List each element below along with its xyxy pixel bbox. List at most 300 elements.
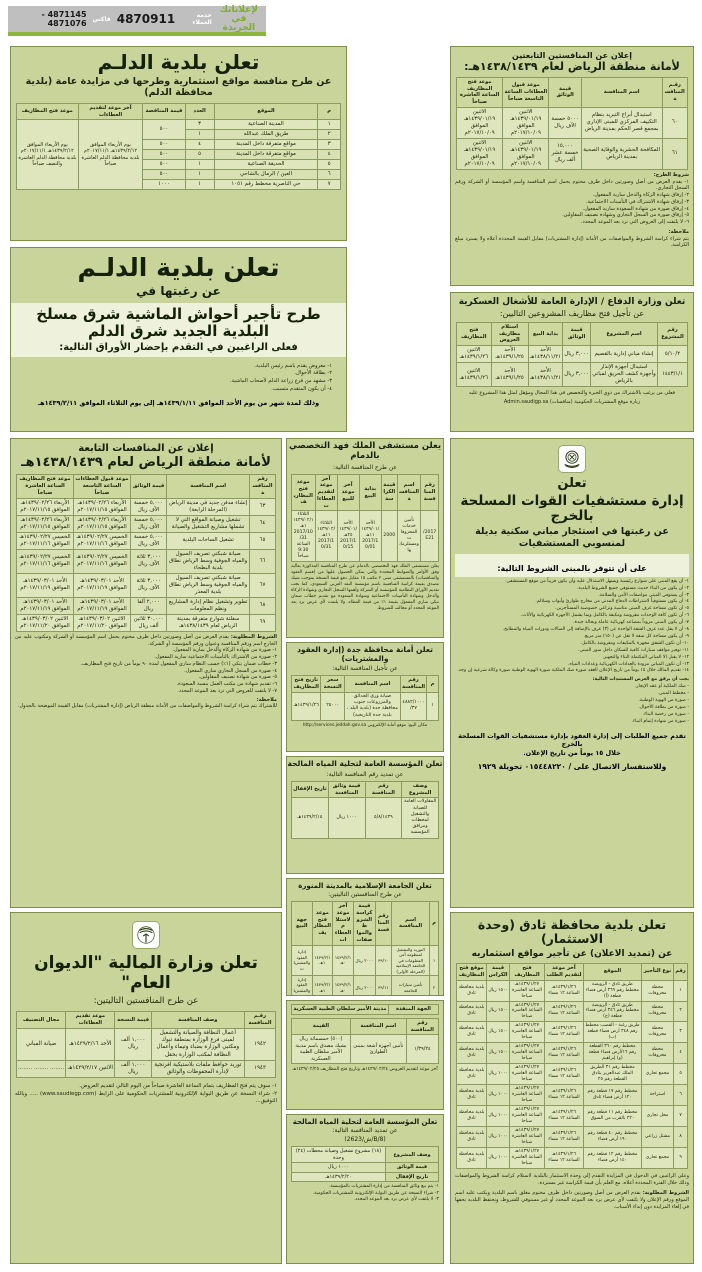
col-tender-no: رقـم المنافسة: [662, 77, 687, 107]
cell-site: طريق رغبة - القصب مخطط رقم ٣٤٨ أرض فضاء قطعة (ب): [584, 1022, 642, 1043]
condition-item: ٤- إرفاق صورة من شهادة السعودة سارية المفعول.: [582, 205, 689, 212]
col-booklet-value: قيمة الكراسة: [381, 474, 397, 511]
table-row: [17, 549, 276, 573]
table-row: [457, 1022, 688, 1043]
ad-riyadh-list-conditions: [11, 632, 281, 712]
cell-site: مخطط رقم ١٧ قطعة رقم ١٢٠ أرض فضاء ثادق: [584, 1085, 642, 1106]
table-row: [292, 511, 439, 562]
cell-site: مخطط رقم ١١ قطعة رقم ٢٢٠ بالقرب من السوق: [584, 1106, 642, 1127]
cell-doc-value: ٣,٠٠٠ ريال: [563, 363, 591, 387]
cell-value: ٥٠٠: [143, 150, 185, 160]
ad-dalam-auction: [10, 46, 347, 241]
table-row: [457, 138, 688, 169]
ad-defense-note-1: فعلى من يرغب بالاشتراك من ذوي الخبرة والتخصص في هذا المجال ومؤهل لمثل هذا المشروع عليه: [468, 390, 676, 397]
cell-no: ١: [427, 692, 439, 720]
col-receive-offers: استلام مظاريف العروض: [491, 322, 528, 345]
ad-jeddah-title: تعلن أمانة محافظة جدة (إدارة العقود والمشتريات): [297, 645, 433, 663]
col-opening: موعد فتح المظاريف: [17, 103, 79, 120]
ad-mof-title: تعلن وزارة المالية "الديوان العام": [34, 953, 258, 993]
col-open-envelopes: فتح المظاريف: [510, 964, 545, 981]
table-header-row: [292, 781, 439, 798]
cell-tender-name: تشغيل وصيانة المواقع التي لا تشملها مشاريع التشغيل والصيانة: [167, 515, 250, 532]
required-doc-item: - صك الملكية أو عقد الإيجار.: [634, 684, 689, 690]
cell-receive-offers: الأحد ١٤٣٩/١/٢٥هـ: [491, 363, 528, 387]
cell-count: ١: [185, 130, 214, 140]
cell-last-date: ١٤٣٩/٢/١٠هـ: [333, 945, 354, 975]
ad-dalam-lease-line4: فعلى الراغبين في التقدم بإحضار الأوراق التالية:: [59, 342, 298, 354]
condition-item: ٦- أن تكون كافة الوحدات مفروشة ومكيفة بالكامل وبما يشمل الأجهزة الكهربائية والأثاث.: [520, 613, 689, 619]
condition-item: ٢- إرفاق شهادة الزكاة والدخل سارية المفعول.: [592, 192, 689, 199]
table-row: [17, 1028, 276, 1060]
cell-project-no: ١٤٤٣/١/١: [657, 363, 687, 387]
masthead-main-phone: 4870911: [116, 12, 176, 26]
table-row: [457, 1147, 688, 1168]
cell-no: ١: [318, 120, 341, 130]
ad-saline-top-table: [291, 781, 439, 839]
col-open-date: موعد فتح المظاريف الساعة العاشرة صباحاً: [17, 475, 74, 498]
cell-open-date: ١٤٣٩/٢/١١هـ: [312, 976, 333, 997]
cell-open-envelopes: ١٤٣٩/١/٢٧هـ الساعة العاشرة صباحا: [510, 1043, 545, 1064]
ad-afh-line3: عن رغبتها في استئجار مباني سكنية بديلة: [475, 525, 669, 537]
col-site: الموقع: [214, 103, 318, 120]
col-open-date: تاريخ فتح المظاريف: [292, 676, 321, 693]
cell-open-place: بلدية محافظة ثادق: [457, 1022, 487, 1043]
cell-no: ٦: [318, 170, 341, 180]
cell-last-submit: ١٤٣٩/١/٢٦هـ الساعة ١٢ مساء: [544, 1085, 583, 1106]
cell-tender-name: التوريد والتشغيل لمنظومة أمن المعلومات في الجامعة الإسلامية (المرحلة الأولى): [391, 945, 429, 975]
ad-thadiq-title: تعلن بلدية محافظة ثادق (وحدة الاستثمار): [477, 917, 667, 947]
ad-prince-sultan-footer: آخر موعد لتقديم العروض ١٤٣٩/٠٢/٢٤هـ وتاريخ فتح المظاريف ١٤٣٩/٠٢/٢٥هـ: [292, 1067, 438, 1073]
cell-open-envelopes: ١٤٣٩/١/٢٧هـ الساعة العاشرة صباحا: [510, 1126, 545, 1147]
cell-classification: ........ ........ ........: [17, 1060, 66, 1078]
col-tender-name: اسم المنافسة: [391, 902, 429, 946]
condition-item: ١- صورة من شهادة الزكاة والدخل سارية المفعول.: [172, 647, 277, 654]
cell-lease-type: محطة محروقات: [641, 1001, 673, 1022]
cell-tender-no: ٣٩/١٠: [375, 945, 391, 975]
cell-open-envelopes: ١٤٣٩/١/٢٧هـ الساعة العاشرة صباحا: [510, 1064, 545, 1085]
cell-project-no: ٥/١٠/٢: [657, 346, 687, 363]
cell-tender-no: ١٩٤٣: [244, 1060, 275, 1078]
cell-tender-no: ٦١: [662, 138, 687, 169]
condition-item: ٥- صورة من شهادة تصنيف المقاولين.: [198, 674, 277, 681]
table-row: [457, 1064, 688, 1085]
cell-copy-price: ١,٠٠٠ ألف ريال: [115, 1028, 151, 1060]
ad-afh-line1: تعلن: [557, 476, 587, 491]
condition-item: ١٠- أن تكون الشقق مجهزة بالمكيفات ومفروشة بالكامل.: [580, 640, 689, 646]
cell-doc-value: ١٥,٠٠٠ خمسة عشر ألف ريال: [549, 138, 581, 169]
cell-value: (٥٠٠) خمسمائة ريال بشيك مصدق باسم مدينة الأمير سلطان الطبية العسكرية: [292, 1035, 351, 1064]
cell-last-submit: ١٤٣٩/١/٢٦هـ الساعة ١٢ مساء: [544, 1147, 583, 1168]
cell-accept-date: الخميس ١٤٣٩/٠٢/٢٧هـ الموافق ٢٠١٧/١١/١٦م: [74, 532, 131, 549]
cell-open-place: بلدية محافظة ثادق: [457, 1043, 487, 1064]
ad-islamic-university-medina: [286, 878, 444, 996]
condition-item: ٣- خطاب ضمان بنكي (١٪) حسب النظام ساري المفعول لمدة ٩٠ يوماً من تاريخ فتح المظاريف.: [80, 660, 277, 667]
required-doc-item: - صورة من بطاقة الأحوال.: [638, 704, 689, 710]
cell-tender-no: ٥/٨/١٤٣٩: [365, 798, 402, 838]
table-row: [457, 1085, 688, 1106]
cell-copy-price: ٢٥٠٠٠: [321, 692, 345, 720]
col-booklet-value: قيمة كراسة الشروط والمواصفات: [353, 902, 375, 946]
ad-jeddah-table: [291, 675, 439, 720]
conditions-intro: يقدم العرض من أصل وصورتين داخل ظرف مختوم يحمل اسم المؤسسة أو الشركة ومكتوب عليه من الخارج اسم ورقم المنافسة وعنوان ورقم المؤسسة أو الشركة.: [15, 633, 277, 647]
ad-saline-bottom-notes: [287, 1182, 443, 1205]
cell-value: ٥٠٠: [143, 120, 185, 140]
cell-open-envelopes: ١٤٣٩/١/٢٧هـ الساعة العاشرة صباحا: [510, 1147, 545, 1168]
table-header-row: [292, 676, 439, 693]
table-header-row: [457, 964, 688, 981]
cell-doc-value: ٥,٠٠٠ خمسة الآف ريال: [130, 532, 166, 549]
table-header-row: [292, 1005, 439, 1015]
cell-count: ٣: [185, 120, 214, 130]
col-sale-start: بداية البيع: [528, 322, 563, 345]
cell-bid-date: الأحد ١٤٣٩/٢/١٦هـ: [66, 1028, 115, 1060]
table-header-row: [17, 1012, 276, 1029]
ad-dalam-auction-table: [16, 103, 341, 191]
cell-doc-value: ٣,٠٠٠ ثلاثة الآف ريال: [130, 549, 166, 573]
cell-site: طريق الملك عبدالله: [214, 130, 318, 140]
cell-accept-date: الخميس ١٤٣٩/٠٢/٢٧هـ الموافق ٢٠١٧/١١/١٦م: [74, 549, 131, 573]
conditions-text: يقدم العرض من أصل وصورتين داخل ظرف مختوم مغلق باسم البلدية ويكتب عليه اسم الموقع ورقم الإعلان ولا يلتفت لأي عرض يرد بعد الموعد المحدد أو غير مستوفي للشروط، وتحتفظ البلدية بحقها في إلغاء المزايدة دون إبداء الأسباب.: [455, 1190, 689, 1210]
cell-tender-no: ٣٩/١١: [375, 976, 391, 997]
col-tender-name: اسم المنافسة: [167, 475, 250, 498]
col-doc-value: قيمة الوثائق: [563, 322, 591, 345]
cell-open-envelopes: ١٤٣٩/١/٢٧هـ الساعة العاشرة صباحا: [510, 1106, 545, 1127]
cell-tender-no: ٤٨٨٢/١٠٠٠/٣٧: [400, 692, 426, 720]
cell-booklet-price: ١٥٠٠ ريال: [487, 1001, 510, 1022]
ad-kfsh-note: يعلن مستشفى الملك فهد التخصصي بالدمام عن طرح المنافسة المذكورة بعاليه وفق الأوامر والضوابط المحددة والتي يمكن الحصول عليها من (قسم العقود والمناقصات) بالمستشفى مبنى ٢ مكتب ١٥ مقابل دفع قيمة النسخة بموجب شيك مصدق بقيمة كراسة المنافسة باسم مؤسسة النقد العربي السعودي. كما يجب تقديم الأوراق النظامية للمؤسسة أو الشركة وأهمها السجل التجاري وشهادة الزكاة والدخل وشهادة التأمينات الاجتماعية وشهادة السعودة مع تقديم خطاب ضمان بنكي ساري المفعول بقيمة ١٪ من قيمة العطاء، ولا يلتفت لأي عرض يرد بعد الموعد المحدد أو مخالف للشروط.: [291, 564, 439, 611]
cell-last-submit: ١٤٣٩/١/٢٦هـ الساعة ١٢ مساء: [544, 1064, 583, 1085]
cell-open-envelopes: ١٤٣٩/١/٢٧هـ الساعة العاشرة صباحا: [510, 1085, 545, 1106]
condition-item: ٣- إرفاق شهادة الاشتراك في التأمينات الاجتماعية.: [585, 198, 689, 205]
ad-riyadh-list-title-1: إعلان عن المنافسات التابعة: [78, 443, 214, 454]
cell-close-date: ١٤٣٩/٢/١٥هـ: [292, 798, 329, 838]
cell-tender-name: المكافحة الحشرية والوقاية الصحية بمدينة الرياض: [581, 138, 662, 169]
cell-tender-name: تشغيل الساحات البلدية: [167, 532, 250, 549]
cell-tender-name: تأمين خدمات المحروقات ومستلزماتها: [397, 511, 421, 562]
cell-open-place: بلدية محافظة ثادق: [457, 1126, 487, 1147]
requirement-item: ٣- مشهد من فرع زراعة الدلم لأصحاب الماشية.: [229, 378, 332, 385]
col-project-no: رقم المشروع: [657, 322, 687, 345]
masthead-logo: [218, 6, 260, 33]
col-tender-no: رقم المنافسة: [400, 676, 426, 693]
note-item: ١- سوف يتم فتح المظاريف بتمام الساعة العاشرة صباحاً من اليوم التالي لتقديم العروض.: [79, 1083, 277, 1090]
cell-site: مواقع متفرقة داخل المدينة: [214, 140, 318, 150]
cell-booklet-price: ١٠٠٠ ريال: [487, 1106, 510, 1127]
col-accept-date: موعد قبول العطاءات الساعة التاسعة صباحاً: [74, 475, 131, 498]
cell-doc-value: ٢,٠٠٠ ألفا ريال: [130, 597, 166, 614]
cell-tender-no: ٦٧: [250, 573, 276, 597]
ad-prince-sultan-table: [291, 1018, 439, 1065]
ad-mof-table: [16, 1011, 276, 1078]
ad-dalam-auction-title: تعلن بلدية الدلـم: [97, 50, 260, 74]
cell-open-place: بلدية محافظة ثادق: [457, 1106, 487, 1127]
cell-receive-offers: الأحد ١٤٣٩/١/٢٥هـ: [491, 346, 528, 363]
condition-item: ٢- أن يكون من البناء حديث مستوفي جميع الشروط البلدية.: [576, 585, 689, 591]
cell-open-envelopes: الاثنين ١٤٣٩/١/٢٦هـ: [457, 346, 492, 363]
ad-dalam-lease-requirements: [11, 357, 346, 394]
cell-site: مواقع متفرقة داخل المدينة: [214, 150, 318, 160]
cell-tender-no: ٦٦: [250, 549, 276, 573]
condition-item: ٩- أن يكون مساحة كل شقة لا تقل عن (١٥٠) متر مربع.: [583, 633, 689, 639]
cell-lease-type: مجمع تجاري: [641, 1147, 673, 1168]
table-row: [457, 1106, 688, 1127]
cell-accept-date: الاثنين ١٤٣٩/٠١/١٩هـ الموافق ٢٠١٧/١٠/٠٩م: [503, 107, 549, 138]
cell-accept-date: الاثنين ١٤٣٩/٠١/١٩هـ الموافق ٢٠١٧/١٠/٠٩م: [503, 138, 549, 169]
required-doc-item: - صورة من رخصة البناء.: [642, 711, 689, 717]
cell-tender-no: 2017/E21: [421, 511, 439, 562]
table-row: [457, 107, 688, 138]
cell-booklet-price: ١٥٠٠ ريال: [487, 980, 510, 1001]
condition-item: ١٢- لا يقبل الا المباني المكتملة البناء والتجهيز.: [602, 654, 689, 660]
condition-item: ١- يقدم العرض من أصل وصورتين داخل ظرف مختوم يحمل اسم المنافسة واسم المؤسسة أو الشركة ورقم السجل التجاري.: [455, 178, 689, 192]
cell-open-date: الأحد ١٤٣٩/٠٣/٠١هـ الموافق ٢٠١٧/١١/١٩م: [17, 597, 74, 614]
table-header-row: [292, 474, 439, 511]
cell-no: ٢: [318, 130, 341, 140]
masthead-other-phones: 4871145 - 4871076: [41, 10, 87, 28]
ad-riyadh-list-title-2: لأمانة منطقة الرياض لعام ١٤٣٨/١٤٣٩هـ: [21, 454, 271, 470]
cell-open-date: ١٤٣٩/٢/١١هـ: [312, 945, 333, 975]
cell-tender-name: تأمين سيارات للجامعة: [391, 976, 429, 997]
cell-last-submit: ١٤٣٩/١/٢٦هـ الساعة ١٢ مساء: [544, 1001, 583, 1022]
table-row: [457, 1126, 688, 1147]
col-bid-deadline: آخر موعد لتقديم العطاءات: [315, 474, 337, 511]
cell-open-envelopes: ١٤٣٩/١/٢٧هـ الساعة العاشرة صباحا: [510, 1001, 545, 1022]
col-no: م: [318, 103, 341, 120]
table-row: [457, 363, 688, 387]
table-row: [17, 1060, 276, 1078]
cell-site: طريق ثادق - الرويضة مخطط رقم ٣٤٦ أرض فضاء قطعة (ج): [584, 1001, 642, 1022]
ad-afh-line4: لمنسوبي المستشفيات: [518, 537, 626, 549]
condition-item: ٧- أن يكون المبنى مزوداً بمصاعد كهربائية عاملة وبحالة جيدة.: [573, 620, 689, 626]
condition-item: ٣- أن يستوفي المبنى مواصفات الأمن والسلامة.: [598, 592, 689, 598]
ad-thadiq-footer: وعلى الراغبين في الدخول في المزايدة التقدم إلى وحدة الاستثمار بالبلدية لاستلام كراسة الشروط والمواصفات وذلك خلال الفترة المحددة أعلاه، مع العلم بأن قيمة الكراسة غير مستردة.: [455, 1172, 689, 1186]
ad-riyadh-two-table: [456, 77, 688, 170]
cell-no: ٤: [318, 150, 341, 160]
cell-no: ٨: [674, 1126, 688, 1147]
cell-open-envelopes: الثلاثاء ١٤٣٩/٠٢/١١هـ 2017/10/31 الساعة 9:30 صباحاً: [292, 511, 316, 562]
col-sale-end: آخر موعد للبيع: [337, 474, 359, 511]
masthead-logo-line2: في الجريدة: [222, 13, 256, 33]
cell-open-place: بلدية محافظة ثادق: [457, 980, 487, 1001]
ad-saline-water-top: [286, 756, 444, 874]
col-no: رقم: [674, 964, 688, 981]
ad-dalam-lease-line1: تعلن بلدية الدلـم: [77, 253, 280, 282]
cell-tender-no: ٦٠: [662, 107, 687, 138]
cell-tender-name: صيانة شبكتي تصريف السيول والمياه الجوفية وسط الرياض نطاق بلدية البطحاء: [167, 549, 250, 573]
cell-sale-start: الأحد ١٤٣٨/١١/٢١هـ: [528, 346, 563, 363]
cell-open-place: بلدية محافظة ثادق: [457, 1147, 487, 1168]
cell-open-date: الاثنين ١٤٣٩/٠١/١٩هـ الموافق ٢٠١٧/١٠/٠٩م: [457, 107, 503, 138]
cell-sale-place: إدارة العقود والمشتريات: [292, 945, 313, 975]
ad-medina-univ-title: تعلن الجامعة الإسلامية بالمدينة المنورة: [298, 882, 432, 890]
col-value: القيمة: [292, 1018, 351, 1035]
condition-item: ٤- صورة من السجل التجاري ساري المفعول.: [184, 667, 277, 674]
ad-medina-univ-table: [291, 901, 439, 996]
note-item: ٢- شراء النسخة عن طريق البوابة الإلكترونية للمشتريات الحكومية.: [312, 1190, 439, 1196]
cell-site: طريق ثادق - الرويضة مخطط رقم ٣٦٩ أرض فضاء قطعة (أ): [584, 980, 642, 1001]
cell-value: ٥٠٠: [143, 140, 185, 150]
cell-project-name: استبدال أجهزة الإنذار وأجهزة كشف الحريق لمباني بالرياض: [591, 363, 658, 387]
col-close-date: تاريخ الإقفال: [292, 781, 329, 798]
col-tender-no: رقم المنافسة: [375, 902, 391, 946]
cell-site: العين / الرمال بالشاحي: [214, 170, 318, 180]
cell-lease-type: استراحة: [641, 1085, 673, 1106]
ad-thadiq-municipality: [450, 912, 694, 1264]
note-item: ٢- شراء النسخة عن طريق البوابة الإلكترونية للمشتريات الحكومية على الرابط (www.saudiegp.com) ..... وبالله التوفيق...: [15, 1090, 277, 1104]
cell-key: قيمة الوثائق: [386, 1163, 439, 1173]
cell-doc-value: ١٠٠٠ ريال: [328, 798, 365, 838]
col-doc-value: قيمة وثائق المنافسة: [328, 781, 365, 798]
cell-tender-name: صيانة شبكتي تصريف السيول والمياه الجوفية وسط الرياض نطاق بلدية المعذر: [167, 573, 250, 597]
note-item: ٣- لا يلتفت لأي عرض يرد بعد الموعد المحدد.: [353, 1196, 439, 1202]
table-row: [457, 346, 688, 363]
cell-no: ٣: [318, 140, 341, 150]
requirement-item: ٤- أن يكون المتقدم متسبب.: [271, 385, 332, 392]
ad-riyadh-list-table: [16, 474, 276, 632]
ad-prince-sultan-entity-table: [291, 1004, 439, 1015]
table-row: [292, 692, 439, 720]
condition-item: ٦- لا يلتفت إلى العروض التي ترد بعد الموعد المحدد.: [580, 219, 689, 226]
cell-site: الحديقة الصناعية: [214, 160, 318, 170]
cell-copy-price: ١,٠٠٠ ألف ريال: [115, 1060, 151, 1078]
table-row: [292, 945, 439, 975]
col-tender-no: رقم المنافسة: [406, 1018, 438, 1035]
cell-value: ٥٠٠: [143, 160, 185, 170]
cell-site: المدينة الصناعية: [214, 120, 318, 130]
cell-booklet-value: ٢٠٠٠ ريال: [353, 945, 375, 975]
col-open-date: موعد فتح المظاريف: [312, 902, 333, 946]
cell-submission-deadline: يوم الأربعاء الموافق ١٤٣٩/٢/١٢هـ ٢٠١٧/١١/١م بلدية محافظة الدلم العاشرة صباحاً: [78, 120, 143, 190]
footnote-title: ملاحظة:: [256, 696, 277, 703]
ad-jeddah-subtitle: عن تأجيل المنافسة التالية:: [332, 665, 398, 673]
col-tender-no: رقم المنافسة: [365, 781, 402, 798]
ad-kfsh-subtitle: عن طرح المنافسة التالية:: [333, 463, 397, 471]
table-row: [17, 532, 276, 549]
cell-open-date: الأربعاء ١٤٣٩/٠٢/٢٦هـ الموافق ٢٠١٧/١١/١٥م: [17, 515, 74, 532]
ad-dalam-livestock-lease: [10, 247, 347, 432]
cell-open-envelopes: الاثنين ١٤٣٩/١/٢٦هـ: [457, 363, 492, 387]
table-row: [292, 976, 439, 997]
cell-sale-start: الأحد ١٤٣٩/٠١/١١هـ 2017/10/01: [359, 511, 381, 562]
col-doc-value: قيمة الوثائق: [130, 475, 166, 498]
col-no: م: [427, 676, 439, 693]
ad-defense-table: [456, 322, 688, 387]
ad-afh-line2: إدارة مستشفيات القوات المسلحة بالخرج: [460, 492, 684, 525]
cell-no: ٧: [318, 180, 341, 190]
condition-item: ٦- تقديم شهادة من مكتب العمل بنسبة السعودة.: [176, 681, 277, 688]
cell-no: ١: [674, 980, 688, 1001]
col-last-submit: آخر موعد لتقديم الطلب: [544, 964, 583, 981]
ad-afh-closing-1: تقدم جميع الطلبات إلى إدارة العقود بإدارة مستشفيات القوات المسلحة بالخرج: [458, 731, 686, 748]
cell-tender-no: ١/٣٩/٢٤: [406, 1035, 438, 1064]
col-open-envelopes: فتح المظاريف: [457, 322, 492, 345]
ad-riyadh-two-conditions: [451, 170, 693, 251]
cell-site: حي الناصرية مخطط رقم ١٠٥١: [214, 180, 318, 190]
table-header-row: [292, 902, 439, 946]
cell-project-desc: المقاولات العامة للصيانة والتشغيل لمحطات ومرافق المؤسسة: [402, 798, 439, 838]
cell-doc-value: ٣٠,٠٠٠ ثلاثين ألف ريال: [130, 614, 166, 631]
ad-armed-forces-hospitals-kharj: [450, 438, 694, 908]
ad-afh-contact: وللاستفسار الاتصال على / ٠١٥٤٤٨٢٢٠ تحويلة ١٩٢٩: [477, 761, 667, 771]
ad-thadiq-table: [456, 963, 688, 1169]
conditions-title: الشروط المطلوبة:: [642, 1190, 690, 1197]
table-row: [292, 1163, 439, 1173]
ad-saline-bottom-subtitle: عن تمديد المنافسة التالية:: [332, 1127, 398, 1135]
ad-riyadh-tender-list: [10, 438, 282, 908]
cell-accept-date: الأحد ١٤٣٩/٠٣/٠١هـ الموافق ٢٠١٧/١١/١٩م: [74, 573, 131, 597]
cell-tender-no: ٦٥: [250, 532, 276, 549]
col-accept-date: موعد قبول العطاءات الساعة التاسعة صباحاً: [503, 77, 549, 107]
cell-tender-desc: توريد حوافظ ملفات بلاستيكية افرنجية لإدارة المحفوظات والوثائق: [151, 1060, 244, 1078]
masthead-fax-label: فاكس: [92, 15, 111, 23]
col-tender-no: رقم المنافسة: [250, 475, 276, 498]
cell-no: ٥: [318, 160, 341, 170]
cell-entity-name: مدينة الأمير سلطان الطبية العسكرية: [292, 1005, 389, 1015]
table-row: [457, 980, 688, 1001]
masthead-customer-service-label: خدمة العملاء: [192, 12, 212, 26]
ad-mof-subtitle: عن طرح المنافستين التاليتين:: [93, 996, 199, 1007]
cell-count: ١: [185, 180, 214, 190]
cell-accept-date: الأربعاء ١٤٣٩/٠٢/٢٦هـ الموافق ٢٠١٧/١١/١٥م: [74, 515, 131, 532]
cell-booklet-price: ١٠٠٠ ريال: [487, 1085, 510, 1106]
cell-count: ١: [185, 170, 214, 180]
table-row: [292, 1147, 439, 1163]
cell-lease-type: مشتل زراعي: [641, 1126, 673, 1147]
condition-item: ٧- لا يلتفت للعروض التي ترد بعد الموعد المحدد.: [177, 687, 277, 694]
cell-booklet-price: ١٠٠٠ ريال: [487, 1126, 510, 1147]
cell-accept-date: الاثنين ١٤٣٩/٠٣/٠٢هـ الموافق ٢٠١٧/١١/٢٠م: [74, 614, 131, 631]
cell-open-date: الاثنين ١٤٣٩/٠٣/٠٢هـ الموافق ٢٠١٧/١١/٢٠م: [17, 614, 74, 631]
cell-booklet-value: 2000: [381, 511, 397, 562]
cell-count: ١: [185, 160, 214, 170]
col-tender-name: اسم المنافسة: [350, 1018, 406, 1035]
ad-riyadh-two-tenders: [450, 46, 694, 286]
cell-open-place: بلدية محافظة ثادق: [457, 1085, 487, 1106]
cell-accept-date: الأربعاء ١٤٣٩/٠٢/٢٦هـ الموافق ٢٠١٧/١١/١٥م: [74, 498, 131, 515]
condition-item: ٥- أن تكون مساحة غرف المبنى مناسبة وتراعي خصوصية المستأجرين.: [555, 606, 689, 612]
cell-tender-no: ٦٨: [250, 597, 276, 614]
table-header-row: [17, 475, 276, 498]
cell-site: مخطط رقم ١٢ قطعة رقم ١٤٠ أرض فضاء: [584, 1147, 642, 1168]
col-entity-label: الجهة المنفذة: [388, 1005, 438, 1015]
cell-doc-value: ٥,٠٠٠ خمسة الآف ريال: [130, 515, 166, 532]
ad-defense-title: تعلن وزارة الدفاع / الإدارة العامة للأشغال العسكرية: [458, 297, 686, 307]
ad-riyadh-two-title-2: لأمانة منطقة الرياض لعام ١٤٣٨/١٤٣٩هـ:: [464, 60, 680, 74]
ad-ministry-of-finance: [10, 912, 282, 1264]
cell-no: ٦: [674, 1085, 688, 1106]
ad-riyadh-two-title-1: إعلان عن المنافستين التابعتين: [512, 51, 632, 60]
col-open-date: موعد فتح المظاريف الساعة العاشرة صباحاً: [457, 77, 503, 107]
cell-doc-value: ٣,٠٠٠ ثلاثة الآف ريال: [130, 573, 166, 597]
col-sale-place: جهة البيع: [292, 902, 313, 946]
cell-doc-value: ٥٠٠٠ خمسة الآف ريال: [549, 107, 581, 138]
cell-open-date: الأربعاء ١٤٣٩/٠٢/٢٦هـ الموافق ٢٠١٧/١١/١٥م: [17, 498, 74, 515]
condition-item: ٢- صورة من الاشتراك بالتأمينات الاجتماعية سارية المفعول.: [154, 654, 277, 661]
cell-booklet-price: ١٥٠٠ ريال: [487, 1043, 510, 1064]
cell-tender-name: صيانة وري الحدائق والمزروعات جنوب محافظة جدة (بلدية البلد ، بلدية جدة التاريخية): [344, 692, 400, 720]
col-tender-no: رقم المنافسة: [421, 474, 439, 511]
condition-item: ٥- إرفاق صورة من السجل التجاري وشهادة تصنيف المقاولين.: [562, 212, 689, 219]
cell-lease-type: مجمع تجاري: [641, 1064, 673, 1085]
table-row: [457, 1001, 688, 1022]
ad-afh-closing-2: خلال ١٥ يوماً من تاريخ الإعلان.: [523, 748, 621, 757]
col-copy-price: سعر النسخة: [321, 676, 345, 693]
col-project-desc: وصف المشروع: [402, 781, 439, 798]
required-doc-item: - صورة من الهوية الوطنية.: [638, 697, 689, 703]
footnote-text: يتم شراء كراسة الشروط والمواصفات من الأمانة (إدارة المشتريات) مقابل القيمة المحددة أعلاه ولا يسترد مبلغ الكراسة.: [455, 235, 689, 249]
table-row: [17, 573, 276, 597]
cell-count: ٥: [185, 150, 214, 160]
